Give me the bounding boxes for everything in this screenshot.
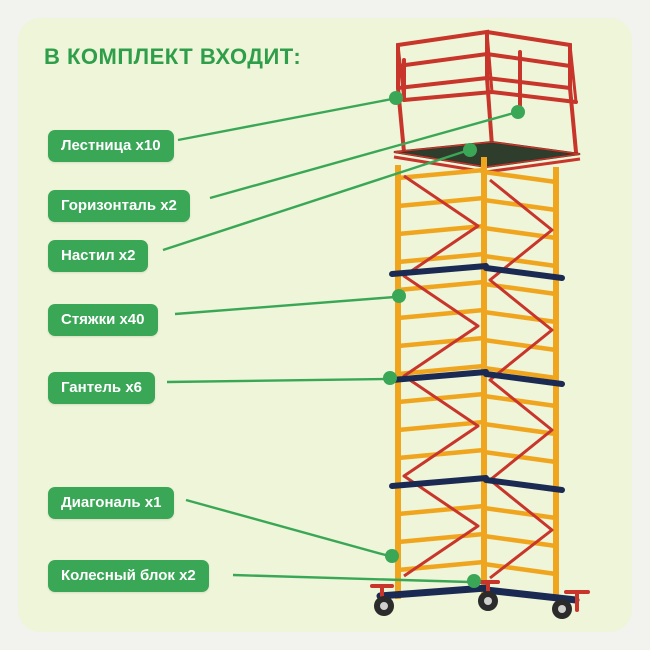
label-ladder[interactable]: Лестница x10: [48, 130, 174, 162]
page-title: В КОМПЛЕКТ ВХОДИТ:: [44, 44, 302, 69]
label-diagonal[interactable]: Диагональ x1: [48, 487, 174, 519]
label-deck[interactable]: Настил x2: [48, 240, 148, 272]
label-ties[interactable]: Стяжки x40: [48, 304, 158, 336]
label-horizontal[interactable]: Горизонталь x2: [48, 190, 190, 222]
label-dumbbell[interactable]: Гантель x6: [48, 372, 155, 404]
label-wheel[interactable]: Колесный блок x2: [48, 560, 209, 592]
